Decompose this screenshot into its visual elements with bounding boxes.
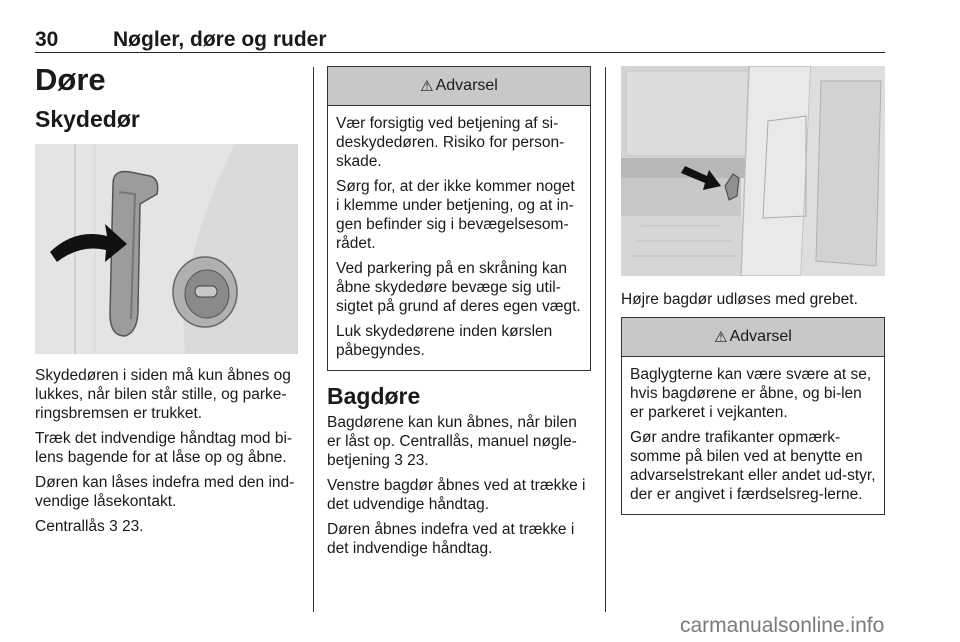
warning-paragraph: Ved parkering på en skråning kan åbne skydedøre bevæge sig util-sigtet på grund af deres egen vægt. <box>336 260 581 315</box>
xref-arrow-icon: 3 <box>109 518 118 535</box>
paragraph: Skydedøren i siden må kun åbnes og lukkes, når bilen står stille, og parke-ringsbremsen er trukket. <box>35 367 291 422</box>
xref-arrow-icon: 3 <box>394 452 403 469</box>
section-heading-doors: Døre <box>35 62 106 97</box>
warning-paragraph: Gør andre trafikanter opmærk-somme på bilen ved at benytte en advarselstrekant eller andet ud-styr, der er angivet i færdselsreg-lerne. <box>630 429 876 503</box>
paragraph <box>327 413 591 470</box>
paragraph-text: Bagdørene kan kun åbnes, når bilen er låst op. Centrallås, manuel nøgle-betjening <box>327 414 577 469</box>
subsection-heading-rear-doors: Bagdøre <box>327 383 421 409</box>
warning-paragraph: Vær forsigtig ved betjening af si-deskydedøren. Risiko for person-skade. <box>336 115 565 170</box>
xref-page[interactable]: 23. <box>122 518 144 535</box>
right-column <box>621 66 885 515</box>
warning-paragraph: Baglygterne kan være svære at se, hvis bagdørene er åbne, og bi-len er parkeret i vejkanten. <box>630 366 872 421</box>
header-rule <box>35 52 885 53</box>
paragraph: Træk det indvendige håndtag mod bi-lens bagende for at låse op og åbne. <box>35 430 293 466</box>
page-number: 30 <box>35 28 59 51</box>
column-divider-1 <box>313 67 314 612</box>
warning-header <box>622 318 884 357</box>
figure-caption: Højre bagdør udløses med grebet. <box>621 291 858 308</box>
warning-paragraph: Luk skydedørene inden kørslen påbegyndes. <box>336 323 553 359</box>
warning-box-sliding-door <box>327 66 591 371</box>
rear-door-release-illustration <box>621 66 885 276</box>
page-header <box>35 28 885 52</box>
subsection-heading-sliding-door: Skydedør <box>35 106 140 132</box>
warning-triangle-icon: ⚠ <box>714 329 728 346</box>
paragraph: Døren kan låses indefra med den ind-vendige låsekontakt. <box>35 474 295 510</box>
cross-reference <box>35 517 300 536</box>
watermark: carmanualsonline.info <box>680 614 885 637</box>
warning-triangle-icon: ⚠ <box>420 78 434 95</box>
paragraph: Døren åbnes indefra ved at trække i det indvendige håndtag. <box>327 521 575 557</box>
warning-paragraph: Sørg for, at der ikke kommer noget i klemme under betjening, og at in-gen befinder sig i bevægelsesom-rådet. <box>336 178 575 252</box>
column-divider-2 <box>605 67 606 612</box>
paragraph: Venstre bagdør åbnes ved at trække i det udvendige håndtag. <box>327 477 586 513</box>
middle-column <box>327 66 591 564</box>
xref-page[interactable]: 23. <box>407 452 429 469</box>
left-column <box>35 60 300 542</box>
warning-header <box>328 67 590 106</box>
sliding-door-handle-illustration <box>35 144 298 354</box>
chapter-title: Nøgler, døre og ruder <box>113 28 327 51</box>
warning-title: Advarsel <box>729 328 792 345</box>
warning-title: Advarsel <box>435 77 498 94</box>
xref-label: Centrallås <box>35 518 105 535</box>
warning-box-rear-lights <box>621 317 885 515</box>
